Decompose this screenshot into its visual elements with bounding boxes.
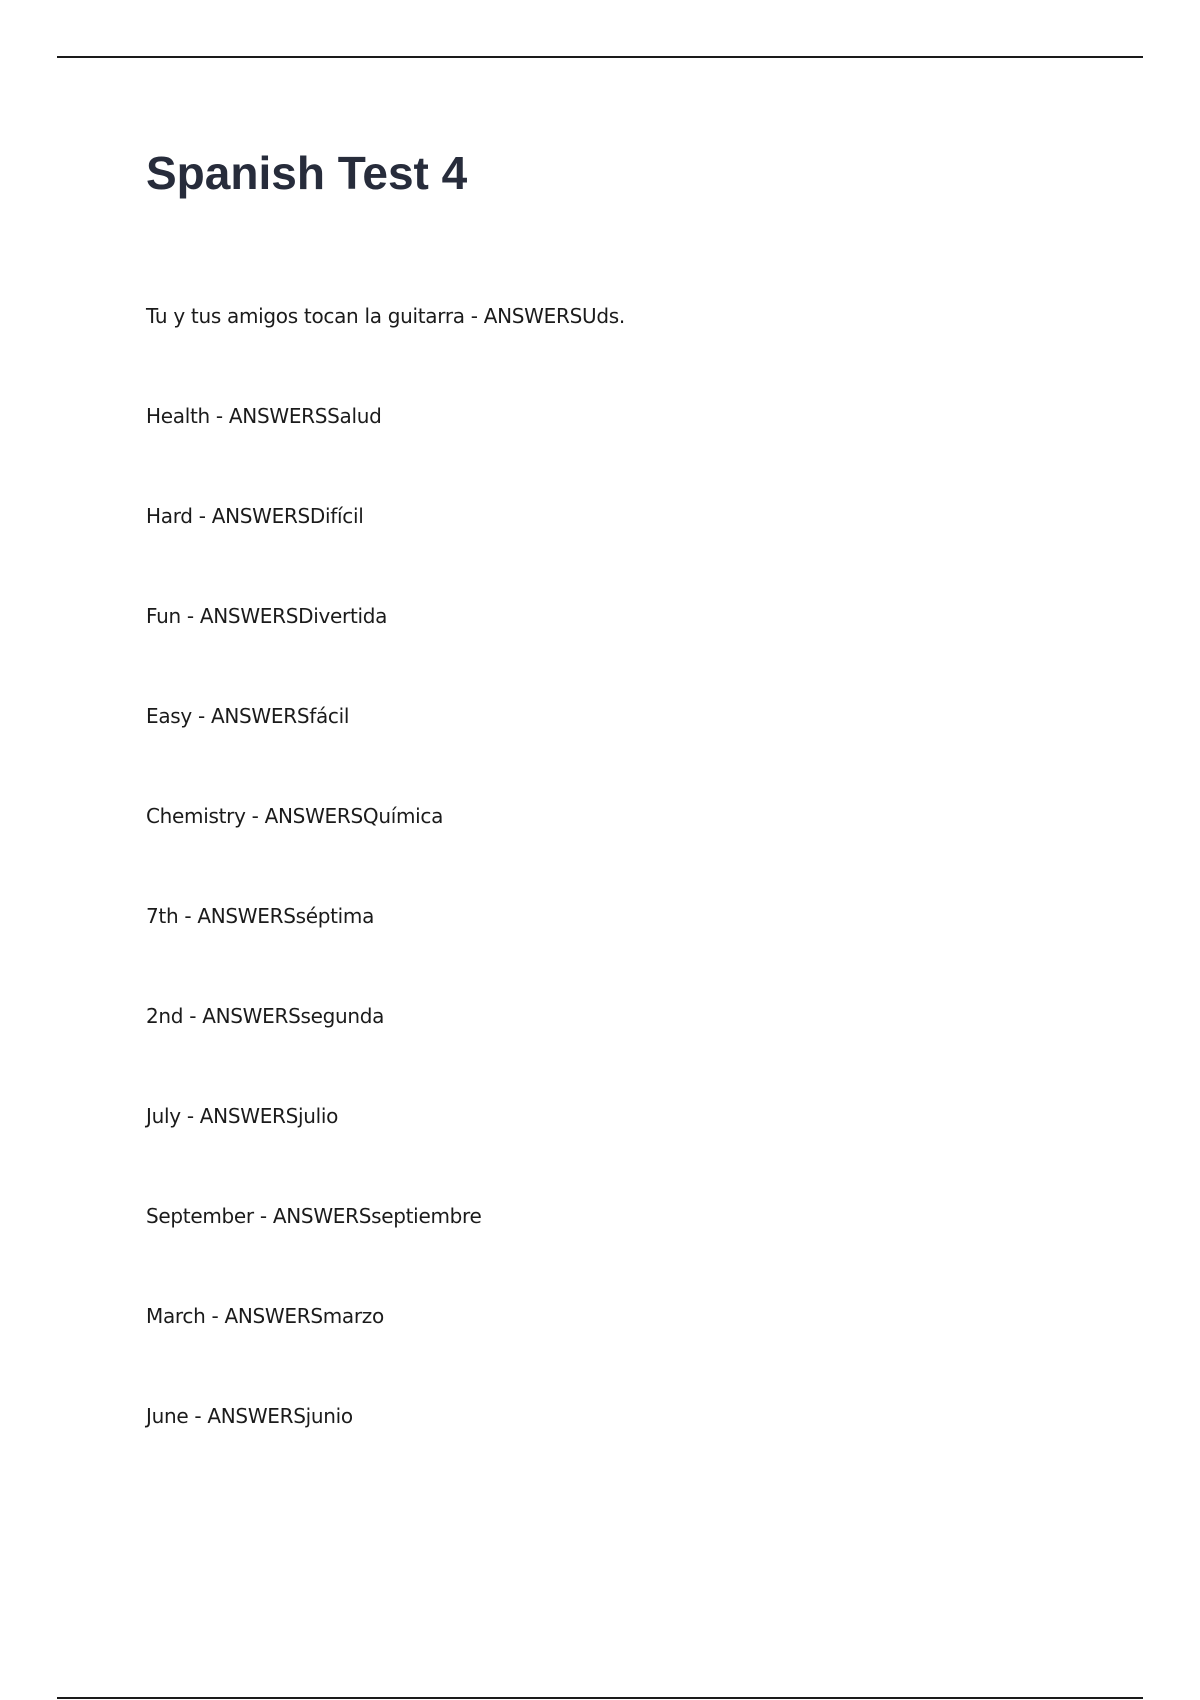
qa-list [146, 303, 625, 1503]
qa-item: 7th - ANSWERSséptima [146, 904, 375, 928]
qa-item: Health - ANSWERSSalud [146, 404, 382, 428]
qa-item: 2nd - ANSWERSsegunda [146, 1004, 385, 1028]
qa-item: September - ANSWERSseptiembre [146, 1204, 482, 1228]
qa-item: Easy - ANSWERSfácil [146, 704, 350, 728]
top-rule [57, 56, 1143, 58]
qa-item: Hard - ANSWERSDifícil [146, 504, 364, 528]
qa-item: Tu y tus amigos tocan la guitarra - ANSWERSUds. [146, 304, 625, 328]
qa-item: July - ANSWERSjulio [146, 1104, 339, 1128]
qa-item: March - ANSWERSmarzo [146, 1304, 384, 1328]
bottom-rule [57, 1697, 1143, 1699]
qa-item: June - ANSWERSjunio [146, 1404, 353, 1428]
document-title: Spanish Test 4 [146, 147, 468, 199]
qa-item: Chemistry - ANSWERSQuímica [146, 804, 444, 828]
qa-item: Fun - ANSWERSDivertida [146, 604, 388, 628]
